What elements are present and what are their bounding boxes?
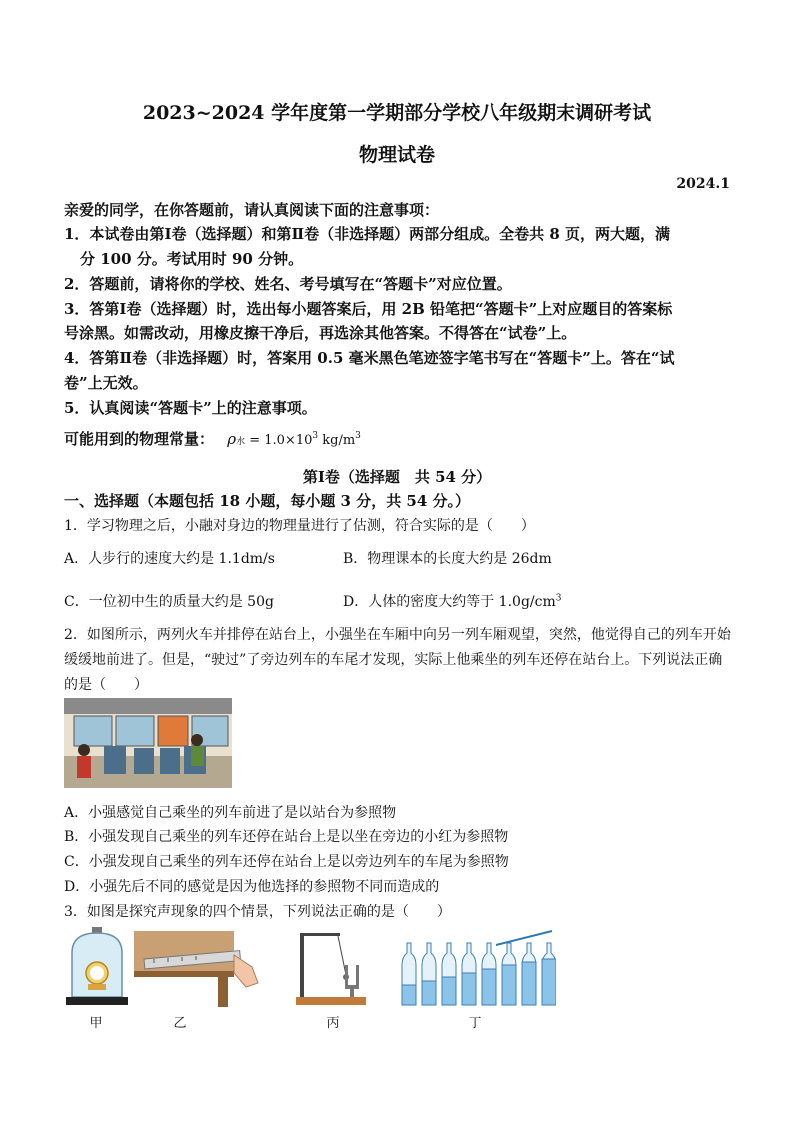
rho-symbol: ρ [227,430,237,448]
q3-stem: 3．如图是探究声现象的四个情景，下列说法正确的是（ ） [64,904,451,920]
figure-label-bing: 丙 [326,1016,340,1031]
q2-option-d: D．小强先后不同的感觉是因为他选择的参照物不同而造成的 [64,879,440,895]
q2-stem-line-2: 缓缓地前进了。但是，“驶过”了旁边列车的车尾才发现，实际上他乘坐的列车还停在站台上。下列说法正确 [64,652,723,668]
q1-option-d [343,591,561,611]
figure-label-jia: 甲 [89,1016,103,1031]
q2-stem-line-3: 的是（ ） [64,677,148,693]
q1-option-d-text: D．人体的密度大约等于 1.0g/cm [343,594,556,610]
q2-option-b: B．小强发现自己乘坐的列车还停在站台上是以坐在旁边的小红为参照物 [64,829,509,845]
section-1-heading: 第Ⅰ卷（选择题 共 54 分） [302,468,492,486]
figure-label-yi: 乙 [173,1016,187,1031]
q2-option-a: A．小强感觉自己乘坐的列车前进了是以站台为参照物 [64,805,397,821]
tuning-fork-figure [290,925,370,1007]
ruler-table-figure [134,925,264,1007]
notice-intro: 亲爱的同学，在你答题前，请认真阅读下面的注意事项： [64,201,440,219]
q1-option-a: A．人步行的速度大约是 1.1dm/s [64,551,275,567]
q1-stem: 1．学习物理之后，小融对身边的物理量进行了估测，符合实际的是（ ） [64,518,535,534]
q1-option-b: B．物理课本的长度大约是 26dm [343,551,552,567]
physics-constants [64,428,361,449]
notice-item-3-line-2: 号涂黑。如需改动，用橡皮擦干净后，再选涂其他答案。不得答在“试卷”上。 [64,324,577,342]
q2-stem-line-1: 2．如图所示，两列火车并排停在站台上，小强坐在车厢中向另一列车厢观望，突然，他觉得自己的列车开始 [64,627,731,643]
exam-title: 2023~2024 学年度第一学期部分学校八年级期末调研考试 [142,102,652,124]
rho-value: = 1.0×10 [245,433,313,448]
figure-label-ding: 丁 [468,1016,482,1031]
q2-option-c: C．小强发现自己乘坐的列车还停在站台上是以旁边列车的车尾为参照物 [64,854,509,870]
q1-option-c: C．一位初中生的质量大约是 50g [64,594,274,610]
notice-item-5: 5．认真阅读“答题卡”上的注意事项。 [64,399,317,417]
rho-unit-exponent: 3 [355,431,361,441]
constants-label: 可能用到的物理常量： [64,430,215,448]
exam-subtitle: 物理试卷 [358,144,435,166]
water-bottles-figure [396,925,556,1007]
notice-item-2: 2．答题前，请将你的学校、姓名、考号填写在“答题卡”对应位置。 [64,275,512,293]
rho-unit: kg/m [318,433,356,448]
exam-date: 2024.1 [676,176,730,192]
section-1-part: 一、选择题（本题包括 18 小题，每小题 3 分，共 54 分。） [64,492,471,510]
notice-item-3-line-1: 3．答第Ⅰ卷（选择题）时，选出每小题答案后，用 2B 铅笔把“答题卡”上对应题目的答案标 [64,300,673,318]
notice-item-1-line-1: 1．本试卷由第Ⅰ卷（选择题）和第Ⅱ卷（非选择题）两部分组成。全卷共 8 页，两大题，满 [64,225,670,243]
notice-item-4-line-2: 卷”上无效。 [64,374,148,392]
q1-option-d-exponent: 3 [555,593,562,604]
train-interior-illustration [64,698,232,788]
bell-jar-figure [62,925,132,1007]
notice-item-1-line-2: 分 100 分。考试用时 90 分钟。 [80,250,304,268]
notice-item-4-line-1: 4．答第Ⅱ卷（非选择题）时，答案用 0.5 毫米黑色笔迹签字笔书写在“答题卡”上。答在“试 [64,349,675,367]
rho-exponent: 3 [312,431,319,441]
rho-subscript: 水 [236,437,246,447]
